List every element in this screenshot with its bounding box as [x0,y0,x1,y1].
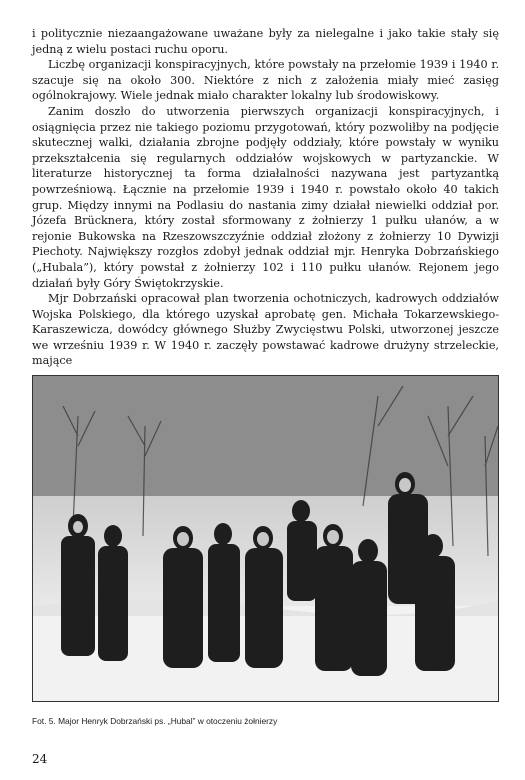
photo-caption: Fot. 5. Major Henryk Dobrzański ps. „Hubal” w otoczeniu żołnierzy [32,716,278,726]
page-number: 24 [32,752,48,766]
paragraph-4: Mjr Dobrzański opracował plan tworzenia ochotniczych, kadrowych oddziałów Wojska Polskiego, dla którego uzyskał aprobatę gen. Michała Tokarzewskiego-Karaszewicza, dowódcy głównego Służby Zwycięstwu Polski, utworzonej jeszcze we wrześniu 1939 r. W 1940 r. zaczęły powstawać kadrowe drużyny strzeleckie, mające [32,292,499,368]
paragraph-3: Zanim doszło do utworzenia pierwszych organizacji konspiracyjnych, i osiągnięcia przez nie takiego poziomu przygotowań, który pozwoliłby na podjęcie skutecznej walki, działania zbrojne podjęły oddziały, które powstały w wyniku przekształcenia się regularnych oddziałów wojskowych w partyzanckie. W literaturze historycznej ta forma działalności nazywana jest partyzantką powrześniową. Łącznie na przełomie 1939 i 1940 r. powstało około 40 takich grup. Między innymi na Podlasiu do nastania zimy działał niewielki oddział por. Józefa Brücknera, który został sformowany z żołnierzy 1 pułku ułanów, a w rejonie Bukowska na Rzeszowszczyźnie oddział złożony z żołnierzy 10 Dywizji Piechoty. Największy rozgłos zdobył jednak oddział mjr. Henryka Dobrzańskiego („Hubala”), który powstał z żołnierzy 102 i 110 pułku ułanów. Rejonem jego działań były Góry Świętokrzyskie. [32,104,499,290]
paragraph-1: i politycznie niezaangażowane uważane były za nielegalne i jako takie stały się jedną z wielu postaci ruchu oporu. [32,27,499,56]
historical-photo [32,375,499,702]
body-text [32,26,499,369]
photo-illustration [33,376,498,701]
paragraph-2: Liczbę organizacji konspiracyjnych, które powstały na przełomie 1939 i 1940 r. szacuje się na około 300. Niektóre z nich z założenia miały mieć zasięg ogólnokrajowy. Wiele jednak miało charakter lokalny lub środowiskowy. [32,58,499,103]
